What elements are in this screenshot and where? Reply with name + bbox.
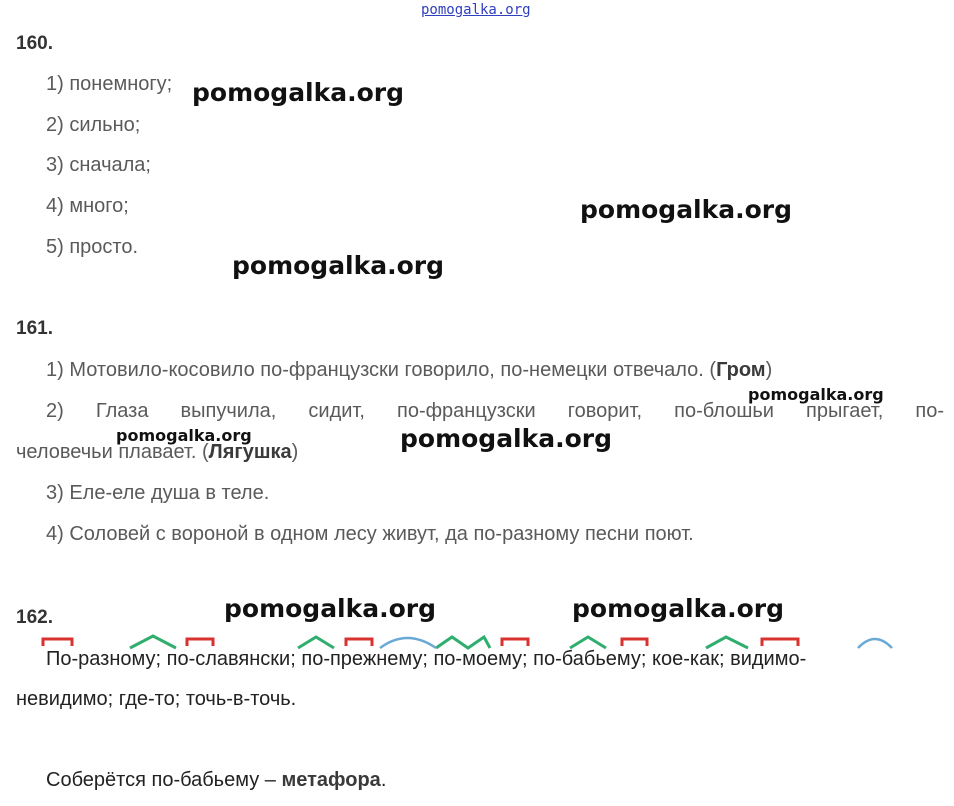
word: по-бабьему; (533, 648, 647, 670)
prefix-mark (187, 639, 213, 646)
ex162-conclusion (46, 769, 386, 792)
ex161-line-1-close: ) (765, 359, 773, 381)
watermark: pomogalka.org (748, 385, 884, 404)
suffix-mark (706, 637, 748, 648)
word: по-моему; (433, 648, 528, 670)
word: прыгает, (806, 400, 884, 422)
word: говорит, (567, 400, 643, 422)
ex161-line-1-text: 1) Мотовило-косовило по-французски говорило, по-немецки отвечало. ( (46, 359, 717, 381)
word: кое-как; (652, 648, 725, 670)
ex160-item-3: 3) сначала; (46, 154, 151, 176)
prefix-mark (762, 639, 798, 646)
word: По-разному; (46, 648, 162, 670)
word: Глаза (95, 400, 149, 422)
ex161-answer-2: Лягушка (208, 441, 292, 463)
word: сидит, (308, 400, 365, 422)
suffix-mark (436, 637, 490, 648)
ex160-item-2: 2) сильно; (46, 114, 141, 136)
exercise-162-number: 162. (16, 607, 53, 628)
watermark: pomogalka.org (224, 594, 437, 623)
word: по- (915, 400, 944, 422)
header-watermark: pomogalka.org (421, 2, 531, 18)
word: по-блошьи (674, 400, 774, 422)
conclusion-dot: . (380, 769, 387, 791)
prefix-mark (502, 639, 528, 646)
exercise-161-number: 161. (16, 318, 53, 339)
ex161-line-4: 3) Еле-еле душа в теле. (46, 482, 270, 504)
suffix-mark (298, 637, 334, 648)
word: по-славянски; (166, 648, 296, 670)
watermark: pomogalka.org (192, 78, 405, 107)
ex160-item-5: 5) просто. (46, 236, 139, 258)
conclusion-answer: метафора (281, 769, 381, 791)
watermark: pomogalka.org (400, 424, 613, 453)
ex161-line-3-text: человечьи плавает. ( (16, 441, 209, 463)
watermark: pomogalka.org (232, 251, 445, 280)
word: выпучила, (180, 400, 277, 422)
exercise-160-number: 160. (16, 33, 53, 54)
prefix-mark (622, 639, 647, 646)
watermark: pomogalka.org (580, 195, 793, 224)
word: видимо- (730, 648, 807, 670)
prefix-mark (43, 639, 72, 646)
conclusion-text: Соберётся по-бабьему – (46, 769, 282, 791)
ex161-line-5: 4) Соловей с вороной в одном лесу живут, да по-разному песни поют. (46, 523, 694, 545)
word: 2) (46, 400, 64, 422)
prefix-mark (346, 639, 372, 646)
root-mark (858, 639, 892, 648)
ex162-line-1 (46, 648, 806, 671)
suffix-mark (570, 637, 606, 648)
ex160-item-4: 4) много; (46, 195, 129, 217)
watermark: pomogalka.org (572, 594, 785, 623)
word: по-французски (396, 400, 536, 422)
ex162-line-2: невидимо; где-то; точь-в-точь. (16, 688, 297, 710)
ex160-item-1: 1) понемногу; (46, 73, 173, 95)
root-mark (380, 638, 436, 648)
ex161-answer-1: Гром (716, 359, 766, 381)
ex161-line-3-close: ) (291, 441, 299, 463)
watermark: pomogalka.org (116, 426, 252, 445)
suffix-mark (130, 636, 176, 648)
word: по-прежнему; (301, 648, 428, 670)
